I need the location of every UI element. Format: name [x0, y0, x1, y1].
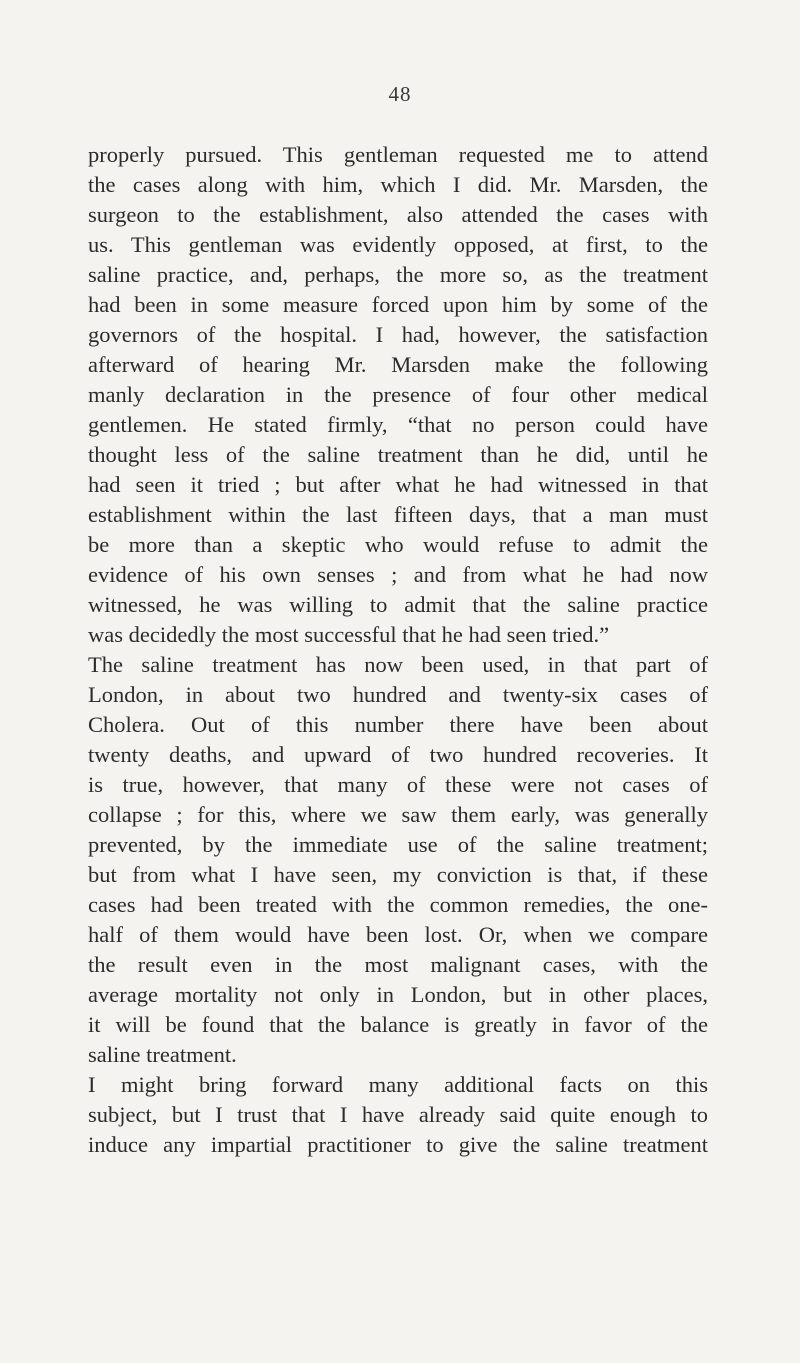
text-line: induce any impartial practitioner to give the saline treatment: [88, 1132, 708, 1157]
text-line: afterward of hearing Mr. Marsden make the following: [88, 352, 708, 377]
text-line: half of them would have been lost. Or, when we compare: [88, 922, 708, 947]
text-line: saline treatment.: [88, 1042, 237, 1067]
text-line: twenty deaths, and upward of two hundred recoveries. It: [88, 742, 708, 767]
text-line: prevented, by the immediate use of the saline treatment;: [88, 832, 708, 857]
text-line: was decidedly the most successful that he had seen tried.”: [88, 622, 610, 647]
text-line: thought less of the saline treatment than he did, until he: [88, 442, 708, 467]
text-line: average mortality not only in London, but in other places,: [88, 982, 708, 1007]
text-line: properly pursued. This gentleman requested me to attend: [88, 142, 708, 167]
text-line: witnessed, he was willing to admit that the saline practice: [88, 592, 708, 617]
text-line: Cholera. Out of this number there have been about: [88, 712, 708, 737]
text-line: surgeon to the establishment, also attended the cases with: [88, 202, 708, 227]
text-line: the cases along with him, which I did. Mr. Marsden, the: [88, 172, 708, 197]
text-line: subject, but I trust that I have already said quite enough to: [88, 1102, 708, 1127]
text-line: London, in about two hundred and twenty-six cases of: [88, 682, 708, 707]
text-line: had seen it tried ; but after what he had witnessed in that: [88, 472, 708, 497]
text-line: governors of the hospital. I had, however, the satisfaction: [88, 322, 708, 347]
text-line: had been in some measure forced upon him by some of the: [88, 292, 708, 317]
page-number: 48: [388, 82, 412, 106]
text-line: cases had been treated with the common remedies, the one-: [88, 892, 708, 917]
text-line: manly declaration in the presence of four other medical: [88, 382, 708, 407]
text-line: evidence of his own senses ; and from what he had now: [88, 562, 708, 587]
text-line: collapse ; for this, where we saw them early, was generally: [88, 802, 708, 827]
text-line: saline practice, and, perhaps, the more so, as the treatment: [88, 262, 708, 287]
text-line: gentlemen. He stated firmly, “that no person could have: [88, 412, 708, 437]
text-line: the result even in the most malignant cases, with the: [88, 952, 708, 977]
text-line: be more than a skeptic who would refuse to admit the: [88, 532, 708, 557]
text-line: but from what I have seen, my conviction is that, if these: [88, 862, 708, 887]
text-line: it will be found that the balance is greatly in favor of the: [88, 1012, 708, 1037]
text-line: I might bring forward many additional facts on this: [88, 1072, 708, 1097]
text-line: us. This gentleman was evidently opposed, at first, to the: [88, 232, 708, 257]
text-line: establishment within the last fifteen days, that a man must: [88, 502, 708, 527]
text-line: The saline treatment has now been used, in that part of: [88, 652, 708, 677]
text-line: is true, however, that many of these were not cases of: [88, 772, 708, 797]
body-text: [88, 140, 708, 1160]
